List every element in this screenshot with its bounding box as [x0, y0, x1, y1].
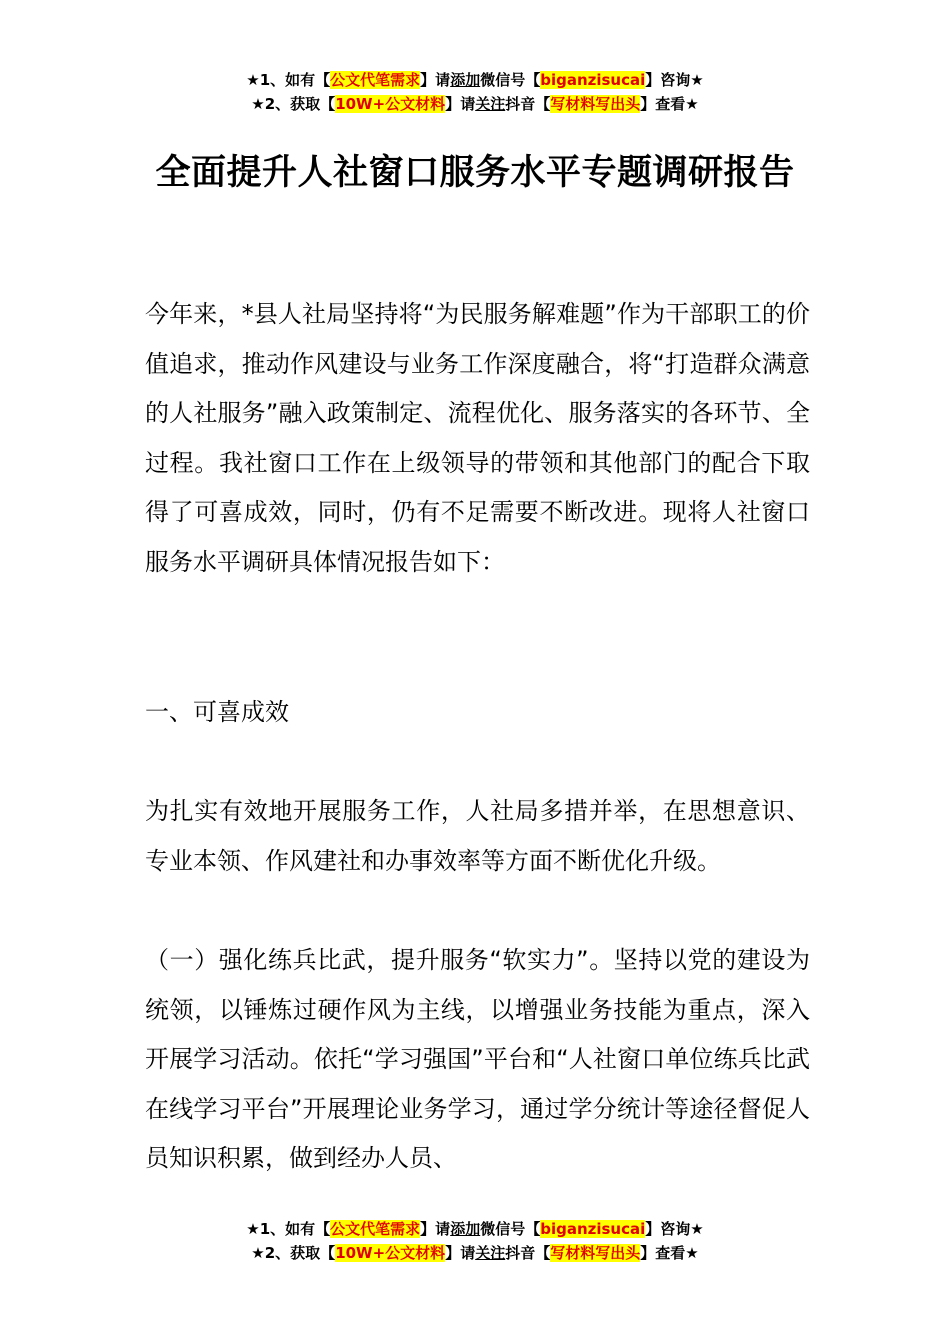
banner-text: 】咨询★: [645, 71, 704, 89]
bottom-banner: [0, 1217, 950, 1265]
subsection-paragraph: （一）强化练兵比武，提升服务“软实力”。坚持以党的建设为统领，以锤炼过硬作风为主线，以增强业务技能为重点，深入开展学习活动。依托“学习强国”平台和“人社窗口单位练兵比武在线学习平台”开展理论业务学习，通过学分统计等途径督促人员知识积累，做到经办人员、: [145, 946, 810, 1173]
underlined-word: 添加: [450, 71, 481, 89]
underlined-word: 关注: [475, 95, 506, 113]
section-heading: 一、可喜成效: [145, 698, 289, 726]
banner-text: 】请: [420, 1220, 451, 1238]
highlight-douyin-account: 写材料写出头: [550, 95, 641, 113]
highlight-wechat-id: biganzisucai: [540, 1220, 646, 1238]
highlight-douyin-account: 写材料写出头: [550, 1244, 641, 1262]
underlined-word: 添加: [450, 1220, 481, 1238]
highlight-service: 公文代笔需求: [330, 1220, 421, 1238]
star-icon: ★: [246, 71, 260, 89]
banner-line-1: [0, 68, 950, 92]
document-title: 全面提升人社窗口服务水平专题调研报告: [155, 153, 795, 193]
banner-text: 】请: [445, 95, 476, 113]
star-icon: ★: [251, 95, 265, 113]
highlight-wechat-id: biganzisucai: [540, 71, 646, 89]
banner-text: 抖音【: [505, 1244, 551, 1262]
underlined-word: 关注: [475, 1244, 506, 1262]
banner-text: 2、获取【: [264, 95, 336, 113]
banner-text: 微信号【: [480, 1220, 541, 1238]
banner-line-2: [0, 1241, 950, 1265]
section-paragraph: 为扎实有效地开展服务工作，人社局多措并举，在思想意识、专业本领、作风建社和办事效率等方面不断优化升级。: [145, 797, 810, 875]
banner-line-1: [0, 1217, 950, 1241]
top-banner: [0, 68, 950, 116]
star-icon: ★: [251, 1244, 265, 1262]
banner-text: 抖音【: [505, 95, 551, 113]
banner-text: 微信号【: [480, 71, 541, 89]
banner-text: 】请: [445, 1244, 476, 1262]
banner-text: 2、获取【: [264, 1244, 336, 1262]
banner-text: 1、如有【: [259, 71, 331, 89]
highlight-service: 公文代笔需求: [330, 71, 421, 89]
banner-line-2: [0, 92, 950, 116]
banner-text: 1、如有【: [259, 1220, 331, 1238]
highlight-materials: 10W+公文材料: [335, 1244, 446, 1262]
star-icon: ★: [246, 1220, 260, 1238]
banner-text: 】查看★: [640, 95, 699, 113]
banner-text: 】请: [420, 71, 451, 89]
banner-text: 】咨询★: [645, 1220, 704, 1238]
highlight-materials: 10W+公文材料: [335, 95, 446, 113]
banner-text: 】查看★: [640, 1244, 699, 1262]
intro-paragraph: 今年来，*县人社局坚持将“为民服务解难题”作为干部职工的价值追求，推动作风建设与业务工作深度融合，将“打造群众满意的人社服务”融入政策制定、流程优化、服务落实的各环节、全过程。我社窗口工作在上级领导的带领和其他部门的配合下取得了可喜成效，同时，仍有不足需要不断改进。现将人社窗口服务水平调研具体情况报告如下：: [145, 300, 810, 576]
